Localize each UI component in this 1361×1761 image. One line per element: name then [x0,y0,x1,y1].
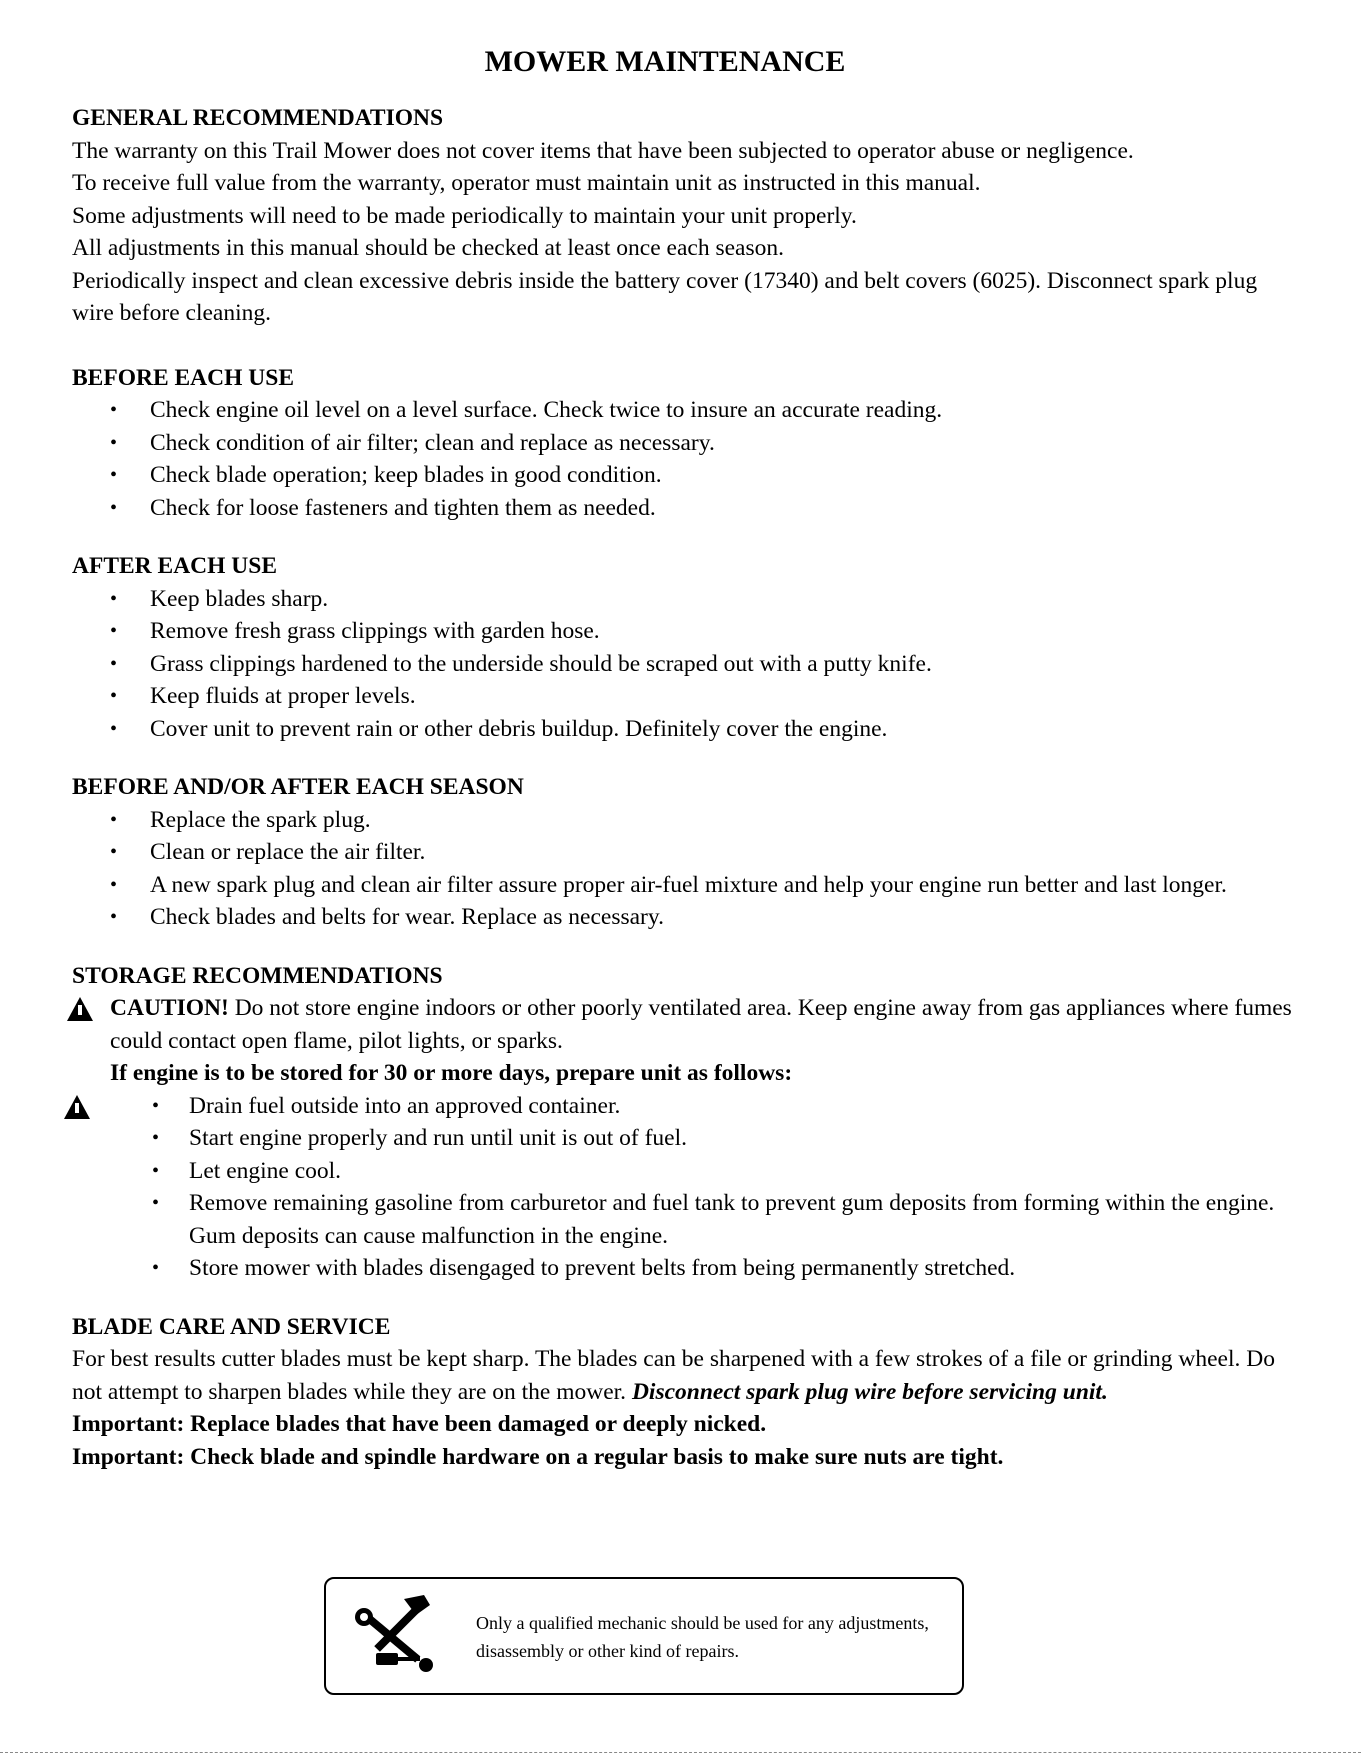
after-each-use-section [72,550,1302,745]
list-item: • Start engine properly and run until unit is out of fuel. [72,1122,1302,1155]
general-line: All adjustments in this manual should be checked at least once each season. [72,235,784,261]
page-bottom-divider [0,1752,1361,1753]
bullet-icon: • [110,873,118,896]
bullet-icon: • [110,717,118,740]
bullet-icon: • [110,841,118,863]
bullet-icon: • [110,620,118,642]
caution-label: CAUTION! [110,995,229,1021]
list-item: • Grass clippings hardened to the underside should be scraped out with a putty knife. [72,648,1302,681]
season-section [72,771,1302,934]
storage-heading: STORAGE RECOMMENDATIONS [72,962,443,989]
list-item: • Check for loose fasteners and tighten them as needed. [72,492,1302,525]
before-each-use-heading: BEFORE EACH USE [72,364,294,391]
blade-care-heading: BLADE CARE AND SERVICE [72,1313,391,1340]
list-item: • Let engine cool. [72,1155,1302,1188]
bullet-icon: • [110,685,118,707]
bullet-icon: • [110,464,118,486]
list-item: • Clean or replace the air filter. [72,836,1302,869]
list-item: • Drain fuel outside into an approved container. [72,1090,1302,1123]
after-each-use-heading: AFTER EACH USE [72,553,278,579]
after-each-use-list [72,583,1302,746]
blade-care-section [72,1311,1302,1474]
bullet-icon: • [110,496,118,519]
prepare-heading: If engine is to be stored for 30 or more days, prepare unit as follows: [110,1060,793,1086]
list-item: • Store mower with blades disengaged to prevent belts from being permanently stretched. [72,1252,1302,1285]
list-item: • Remove remaining gasoline from carburetor and fuel tank to prevent gum deposits from forming within the engine. Gum deposits can cause malfunction in the engine. [72,1187,1302,1252]
storage-section [72,960,1302,1285]
general-line: Some adjustments will need to be made periodically to maintain your unit properly. [72,202,857,229]
bullet-icon: • [152,1094,160,1117]
season-list [72,804,1302,934]
season-heading: BEFORE AND/OR AFTER EACH SEASON [72,774,524,800]
mechanic-notice-box [324,1577,964,1695]
bullet-icon: • [110,808,118,831]
list-item: • Check condition of air filter; clean and replace as necessary. [72,427,1302,460]
general-line: Periodically inspect and clean excessive debris inside the battery cover (17340) and belt covers (6025). Disconnect spark plug wire before cleaning. [72,267,1258,326]
bullet-icon: • [110,652,118,675]
list-item: • A new spark plug and clean air filter assure proper air-fuel mixture and help your engine run better and last longer. [72,869,1302,902]
mechanic-notice-text: Only a qualified mechanic should be used for any adjustments, disassembly or other kind of repairs. [476,1613,929,1661]
caution-notice [72,992,1302,1057]
caution-text: Do not store engine indoors or other poorly ventilated area. Keep engine away from gas appliances where fumes could contact open flame, pilot lights, or sparks. [110,995,1292,1054]
bullet-icon: • [152,1127,160,1149]
important-note: Important: Replace blades that have been damaged or deeply nicked. [72,1411,767,1437]
bullet-icon: • [152,1257,160,1279]
general-section [72,102,1302,330]
prepare-notice [72,1057,1302,1090]
bullet-icon: • [110,587,118,610]
bullet-icon: • [110,399,118,421]
list-item: • Check engine oil level on a level surface. Check twice to insure an accurate reading. [72,394,1302,427]
blade-care-emphasis: Disconnect spark plug wire before servicing unit. [631,1378,1108,1405]
warning-triangle-icon [67,997,93,1021]
bullet-icon: • [110,906,118,928]
list-item: • Keep blades sharp. [72,583,1302,616]
bullet-icon: • [152,1159,160,1182]
bullet-icon: • [110,431,118,454]
page [72,40,1302,1473]
general-line: To receive full value from the warranty, operator must maintain unit as instructed in this manual. [72,170,981,196]
before-each-use-list [72,394,1302,524]
important-note: Important: Check blade and spindle hardware on a regular basis to make sure nuts are tight. [72,1443,1004,1470]
general-heading: GENERAL RECOMMENDATIONS [72,105,444,131]
list-item: • Check blades and belts for wear. Replace as necessary. [72,901,1302,934]
storage-list [72,1090,1302,1285]
list-item: • Remove fresh grass clippings with garden hose. [72,615,1302,648]
page-title: MOWER MAINTENANCE [484,45,846,78]
list-item: • Check blade operation; keep blades in good condition. [72,459,1302,492]
list-item: • Replace the spark plug. [72,804,1302,837]
blade-care-text: For best results cutter blades must be kept sharp. The blades can be sharpened with a few strokes of a file or grinding wheel. Do not attempt to sharpen blades while they are on the mower. Disconnect spark plug wire before servicing unit. [72,1346,1275,1405]
list-item: • Cover unit to prevent rain or other debris buildup. Definitely cover the engine. [72,713,1302,746]
list-item: • Keep fluids at proper levels. [72,680,1302,713]
general-line: The warranty on this Trail Mower does not cover items that have been subjected to operator abuse or negligence. [72,137,1134,164]
before-each-use-section [72,362,1302,525]
bullet-icon: • [152,1192,160,1214]
tools-icon [346,1593,446,1683]
